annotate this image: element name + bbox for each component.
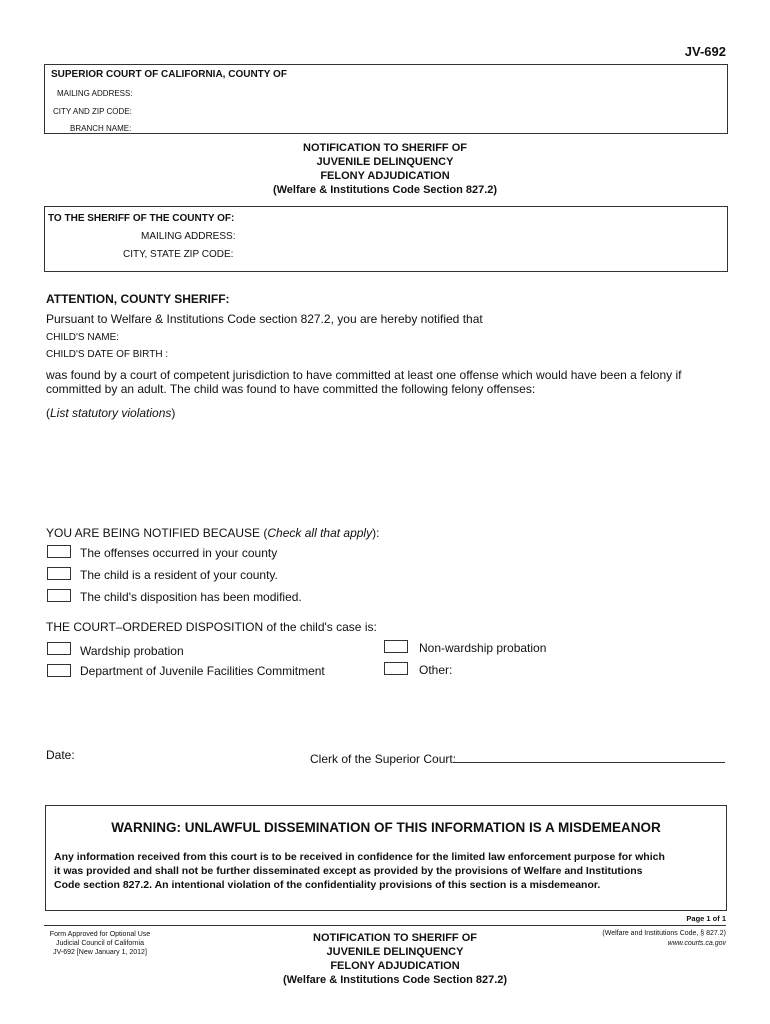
disposition-modified-label: The child's disposition has been modified. <box>80 590 302 604</box>
djf-commitment-checkbox[interactable] <box>47 664 71 677</box>
notified-because-lead: YOU ARE BEING NOTIFIED BECAUSE (Check all that apply): <box>46 526 380 540</box>
other-disposition-checkbox[interactable] <box>384 662 408 675</box>
court-branch-name-label: BRANCH NAME: <box>70 124 132 133</box>
finding-line-1: was found by a court of competent jurisdiction to have committed at least one offense which would have been a felony if <box>46 368 682 382</box>
warning-line-1: Any information received from this court is to be received in confidence for the limited law enforcement purpose for which <box>54 851 665 863</box>
form-title-line-1: NOTIFICATION TO SHERIFF OF <box>303 142 467 154</box>
page-number: Page 1 of 1 <box>686 914 726 923</box>
offense-in-county-label: The offenses occurred in your county <box>80 546 278 560</box>
footer-citation: (Welfare and Institutions Code, § 827.2) www.courts.ca.gov <box>602 930 726 947</box>
form-number: JV-692 <box>684 44 726 59</box>
child-name-label: CHILD'S NAME: <box>46 332 120 343</box>
sheriff-mailing-address-label: MAILING ADDRESS: <box>141 231 236 242</box>
footer-form-title: NOTIFICATION TO SHERIFF OF JUVENILE DELINQUENCY FELONY ADJUDICATION (Welfare & Institutions Code Section 827.2) <box>282 932 508 986</box>
djf-commitment-label: Department of Juvenile Facilities Commitment <box>80 664 325 678</box>
child-resident-checkbox[interactable] <box>47 567 71 580</box>
form-title-line-4: (Welfare & Institutions Code Section 827.2) <box>272 184 498 196</box>
form-title-line-3: FELONY ADJUDICATION <box>320 170 450 182</box>
list-violations-label: (List statutory violations) <box>46 406 176 420</box>
court-city-zip-label: CITY AND ZIP CODE: <box>53 107 132 116</box>
clerk-signature-line[interactable] <box>453 762 725 763</box>
date-label: Date: <box>46 748 75 762</box>
non-wardship-probation-label: Non-wardship probation <box>419 641 547 655</box>
court-mailing-address-label: MAILING ADDRESS: <box>57 89 133 98</box>
form-title-line-2: JUVENILE DELINQUENCY <box>316 156 454 168</box>
wardship-probation-label: Wardship probation <box>80 644 184 658</box>
sheriff-county-label: TO THE SHERIFF OF THE COUNTY OF: <box>48 213 235 224</box>
sheriff-address-box <box>44 206 728 272</box>
warning-box <box>45 805 727 911</box>
child-dob-label: CHILD'S DATE OF BIRTH : <box>46 349 169 360</box>
warning-body <box>54 850 720 892</box>
clerk-label: Clerk of the Superior Court: <box>310 752 457 766</box>
attention-heading: ATTENTION, COUNTY SHERIFF: <box>46 292 230 306</box>
finding-line-2: committed by an adult. The child was found to have committed the following felony offenses: <box>46 382 536 396</box>
child-resident-label: The child is a resident of your county. <box>80 568 278 582</box>
warning-line-3: Code section 827.2. An intentional violation of the confidentiality provisions of this section is a misdemeanor. <box>54 879 601 891</box>
form-title <box>0 141 770 197</box>
non-wardship-probation-checkbox[interactable] <box>384 640 408 653</box>
disposition-modified-checkbox[interactable] <box>47 589 71 602</box>
attention-intro: Pursuant to Welfare & Institutions Code section 827.2, you are hereby notified that <box>46 312 483 326</box>
warning-heading: WARNING: UNLAWFUL DISSEMINATION OF THIS INFORMATION IS A MISDEMEANOR <box>111 820 661 835</box>
sheriff-city-state-zip-label: CITY, STATE ZIP CODE: <box>123 249 234 260</box>
court-title: SUPERIOR COURT OF CALIFORNIA, COUNTY OF <box>51 69 287 80</box>
footer-form-approval: Form Approved for Optional Use Judicial Council of California JV-692 [New January 1, 2012] <box>49 931 151 956</box>
disposition-lead: THE COURT–ORDERED DISPOSITION of the child's case is: <box>46 620 377 634</box>
wardship-probation-checkbox[interactable] <box>47 642 71 655</box>
courts-website-link[interactable]: www.courts.ca.gov <box>667 940 726 947</box>
footer-divider <box>44 925 726 926</box>
warning-line-2: it was provided and shall not be further disseminated except as provided by the provisions of Welfare and Institutions <box>54 865 643 877</box>
other-disposition-label: Other: <box>419 663 453 677</box>
offense-in-county-checkbox[interactable] <box>47 545 71 558</box>
court-info-box <box>44 64 728 134</box>
